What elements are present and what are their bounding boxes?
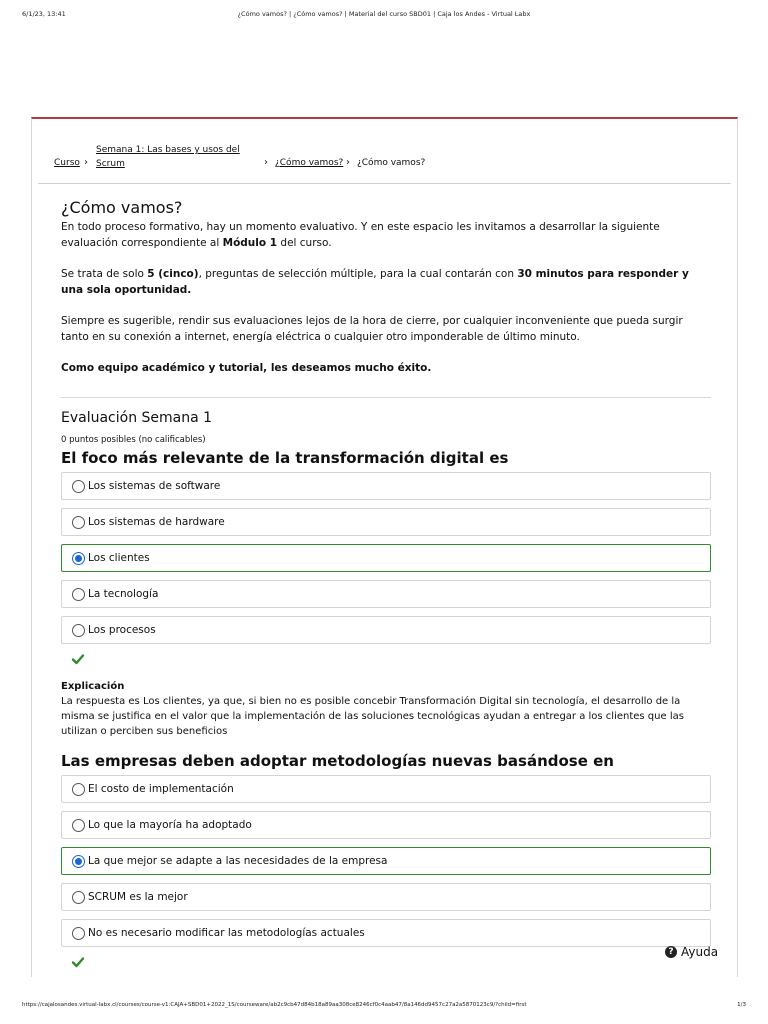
answer-option-label: No es necesario modificar las metodologías actuales — [88, 927, 365, 939]
answer-option[interactable] — [61, 775, 711, 803]
time-emphasis: 30 minutos para responder y una sola oportunidad. — [61, 268, 689, 296]
chevron-right-icon: › — [346, 157, 350, 168]
closing-emphasis: Como equipo académico y tutorial, les deseamos mucho éxito. — [61, 362, 432, 374]
print-datetime: 6/1/23, 13:41 — [22, 10, 66, 18]
answer-option[interactable] — [61, 919, 711, 947]
intro-paragraph-3: Siempre es sugerible, rendir sus evaluaciones lejos de la hora de cierre, por cualquier inconveniente que pueda surgir tanto en su conexión a internet, energía eléctrica o cualquier otro imponderable de último minuto. — [61, 315, 683, 343]
breadcrumb-divider — [38, 183, 731, 184]
text-span: Se trata de solo — [61, 268, 148, 280]
question-2-options — [61, 775, 711, 947]
module-emphasis: Módulo 1 — [222, 237, 278, 249]
answer-option[interactable] — [61, 847, 711, 875]
intro-paragraph-1 — [61, 219, 711, 251]
intro-paragraph-2 — [61, 266, 711, 298]
radio-button[interactable] — [72, 480, 85, 493]
explanation-text: La respuesta es Los clientes, ya que, si bien no es posible concebir Transformación Digital sin tecnología, el desarrollo de la misma se justifica en el valor que la implementación de las soluciones tecnológicas ayudan a entregar a los clientes que las utilizan o perciben sus beneficios — [61, 696, 684, 737]
answer-option-label: Lo que la mayoría ha adoptado — [88, 819, 252, 831]
answer-option-label: La que mejor se adapte a las necesidades de la empresa — [88, 855, 388, 867]
unit-content — [61, 197, 711, 969]
breadcrumb-curso-link[interactable]: Curso — [54, 158, 80, 168]
radio-button[interactable] — [72, 516, 85, 529]
question-1-text: El foco más relevante de la transformación digital es — [61, 449, 509, 467]
page-title: ¿Cómo vamos? — [61, 198, 183, 217]
text-span: En todo proceso formativo, hay un momento evaluativo. Y en este espacio les invitamos a desarrollar la siguiente evaluación correspondiente al — [61, 221, 660, 249]
correct-check-icon — [71, 955, 85, 969]
breadcrumb — [54, 143, 714, 171]
question-2 — [61, 751, 711, 969]
print-title: ¿Cómo vamos? | ¿Cómo vamos? | Material del curso SBD01 | Caja los Andes - Virtual Labx — [237, 10, 531, 18]
course-content-frame — [31, 117, 738, 977]
help-label: Ayuda — [681, 945, 719, 959]
evaluation-title: Evaluación Semana 1 — [61, 410, 213, 426]
breadcrumb-current: ¿Cómo vamos? — [357, 158, 426, 168]
answer-option-label: Los sistemas de software — [88, 480, 221, 492]
answer-option-label: La tecnología — [88, 588, 159, 600]
answer-option[interactable] — [61, 508, 711, 536]
answer-option-label: Los sistemas de hardware — [88, 516, 225, 528]
radio-button[interactable] — [72, 552, 85, 565]
correct-check-icon — [71, 652, 85, 666]
answer-option-label: Los procesos — [88, 624, 156, 636]
radio-button[interactable] — [72, 927, 85, 940]
radio-button[interactable] — [72, 891, 85, 904]
explanation-title: Explicación — [61, 681, 125, 692]
question-2-text: Las empresas deben adoptar metodologías nuevas basándose en — [61, 752, 614, 770]
print-page-number: 1/3 — [737, 1002, 746, 1008]
chevron-right-icon: › — [84, 157, 88, 168]
radio-button[interactable] — [72, 783, 85, 796]
intro-paragraph-4 — [61, 360, 711, 376]
answer-option[interactable] — [61, 472, 711, 500]
question-count-emphasis: 5 (cinco) — [147, 268, 199, 280]
radio-button[interactable] — [72, 588, 85, 601]
answer-option-label: El costo de implementación — [88, 783, 234, 795]
answer-option[interactable] — [61, 883, 711, 911]
breadcrumb-semana-link[interactable]: Semana 1: Las bases y usos del Scrum — [96, 145, 240, 169]
answer-option-label: SCRUM es la mejor — [88, 891, 188, 903]
section-divider — [61, 397, 711, 398]
breadcrumb-como-vamos-link[interactable]: ¿Cómo vamos? — [275, 158, 344, 168]
radio-button[interactable] — [72, 624, 85, 637]
radio-button[interactable] — [72, 819, 85, 832]
text-span: del curso. — [277, 237, 332, 249]
chevron-right-icon: › — [264, 157, 268, 168]
radio-button[interactable] — [72, 855, 85, 868]
print-footer — [22, 1002, 746, 1014]
evaluation-points: 0 puntos posibles (no calificables) — [61, 435, 206, 445]
answer-option-label: Los clientes — [88, 552, 150, 564]
answer-option[interactable] — [61, 544, 711, 572]
answer-option[interactable] — [61, 811, 711, 839]
print-header — [22, 10, 746, 22]
answer-option[interactable] — [61, 580, 711, 608]
question-circle-icon: ? — [665, 946, 677, 958]
text-span: , preguntas de selección múltiple, para la cual contarán con — [198, 268, 518, 280]
question-1-options — [61, 472, 711, 644]
help-button[interactable] — [665, 945, 718, 959]
answer-option[interactable] — [61, 616, 711, 644]
question-1 — [61, 448, 711, 739]
print-url: https://cajalosandes.virtual-labx.cl/courses/course-v1:CAJA+SBD01+2022_1S/courseware/ab2c9cb47d84b18a89aa308ce8246cf0c4aab47/8a146dd9457c27a2a5870123c9/?child=first — [22, 1002, 527, 1008]
